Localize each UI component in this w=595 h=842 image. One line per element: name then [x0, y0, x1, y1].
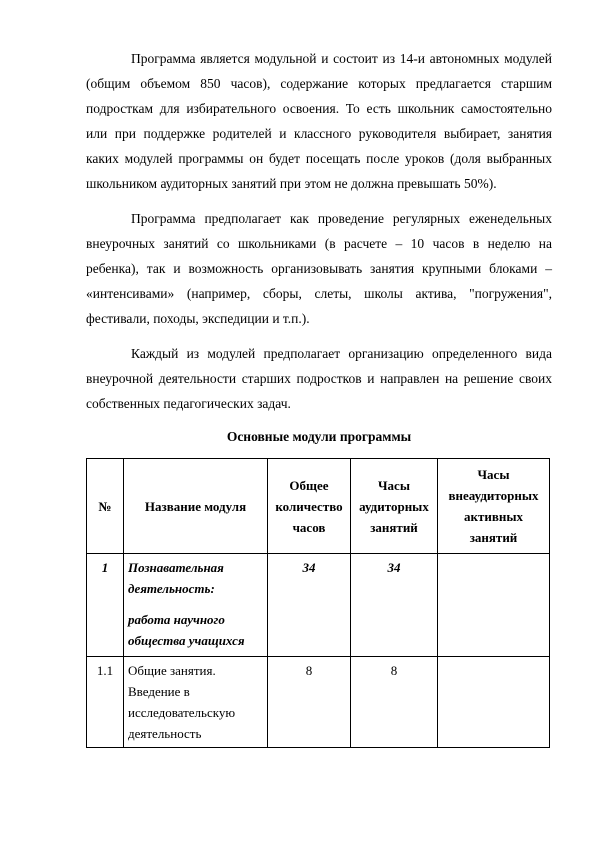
- modules-table: [86, 458, 550, 748]
- table-header-row: [87, 459, 550, 554]
- table-row: [87, 554, 550, 657]
- row-total-hours: 8: [268, 657, 351, 748]
- row-total-hours: 34: [268, 554, 351, 657]
- header-auditorium-hours: Часы аудиторных занятий: [351, 459, 438, 554]
- document-page: [86, 46, 552, 748]
- row-auditorium-hours: 8: [351, 657, 438, 748]
- paragraph-1: Программа является модульной и состоит из 14-и автономных модулей (общим объемом 850 часов), содержание которых предлагается старшим подросткам для избирательного освоения. То есть школьник самостоятельно или при поддержке родителей и классного руководителя выбирает, занятия каких модулей программы он будет посещать после уроков (доля выбранных школьником аудиторных занятий при этом не должна превышать 50%).: [86, 51, 552, 191]
- module-name: Познавательная деятельность:: [128, 560, 224, 596]
- row-number: 1.1: [87, 657, 124, 748]
- header-active-hours: Часы внеаудиторных активных занятий: [438, 459, 550, 554]
- row-module-name: [124, 554, 268, 657]
- paragraph-2: Программа предполагает как проведение регулярных еженедельных внеурочных занятий со школьниками (в расчете – 10 часов в неделю на ребенка), так и возможность организовывать занятия крупными блоками – «интенсивами» (например, сборы, слеты, школы актива, "погружения", фестивали, походы, экспедиции и т.п.).: [86, 211, 552, 326]
- row-auditorium-hours: 34: [351, 554, 438, 657]
- table-row: [87, 657, 550, 748]
- paragraph-3: Каждый из модулей предполагает организацию определенного вида внеурочной деятельности старших подростков и направлен на решение своих собственных педагогических задач.: [86, 346, 552, 411]
- header-module-name: Название модуля: [124, 459, 268, 554]
- row-active-hours: [438, 554, 550, 657]
- module-subname: работа научного общества учащихся: [128, 612, 245, 648]
- header-number: №: [87, 459, 124, 554]
- table-title: Основные модули программы: [226, 429, 412, 444]
- row-number: 1: [87, 554, 124, 657]
- row-active-hours: [438, 657, 550, 748]
- row-module-name: Общие занятия. Введение в исследовательскую деятельность: [124, 657, 268, 748]
- header-total-hours: Общее количество часов: [268, 459, 351, 554]
